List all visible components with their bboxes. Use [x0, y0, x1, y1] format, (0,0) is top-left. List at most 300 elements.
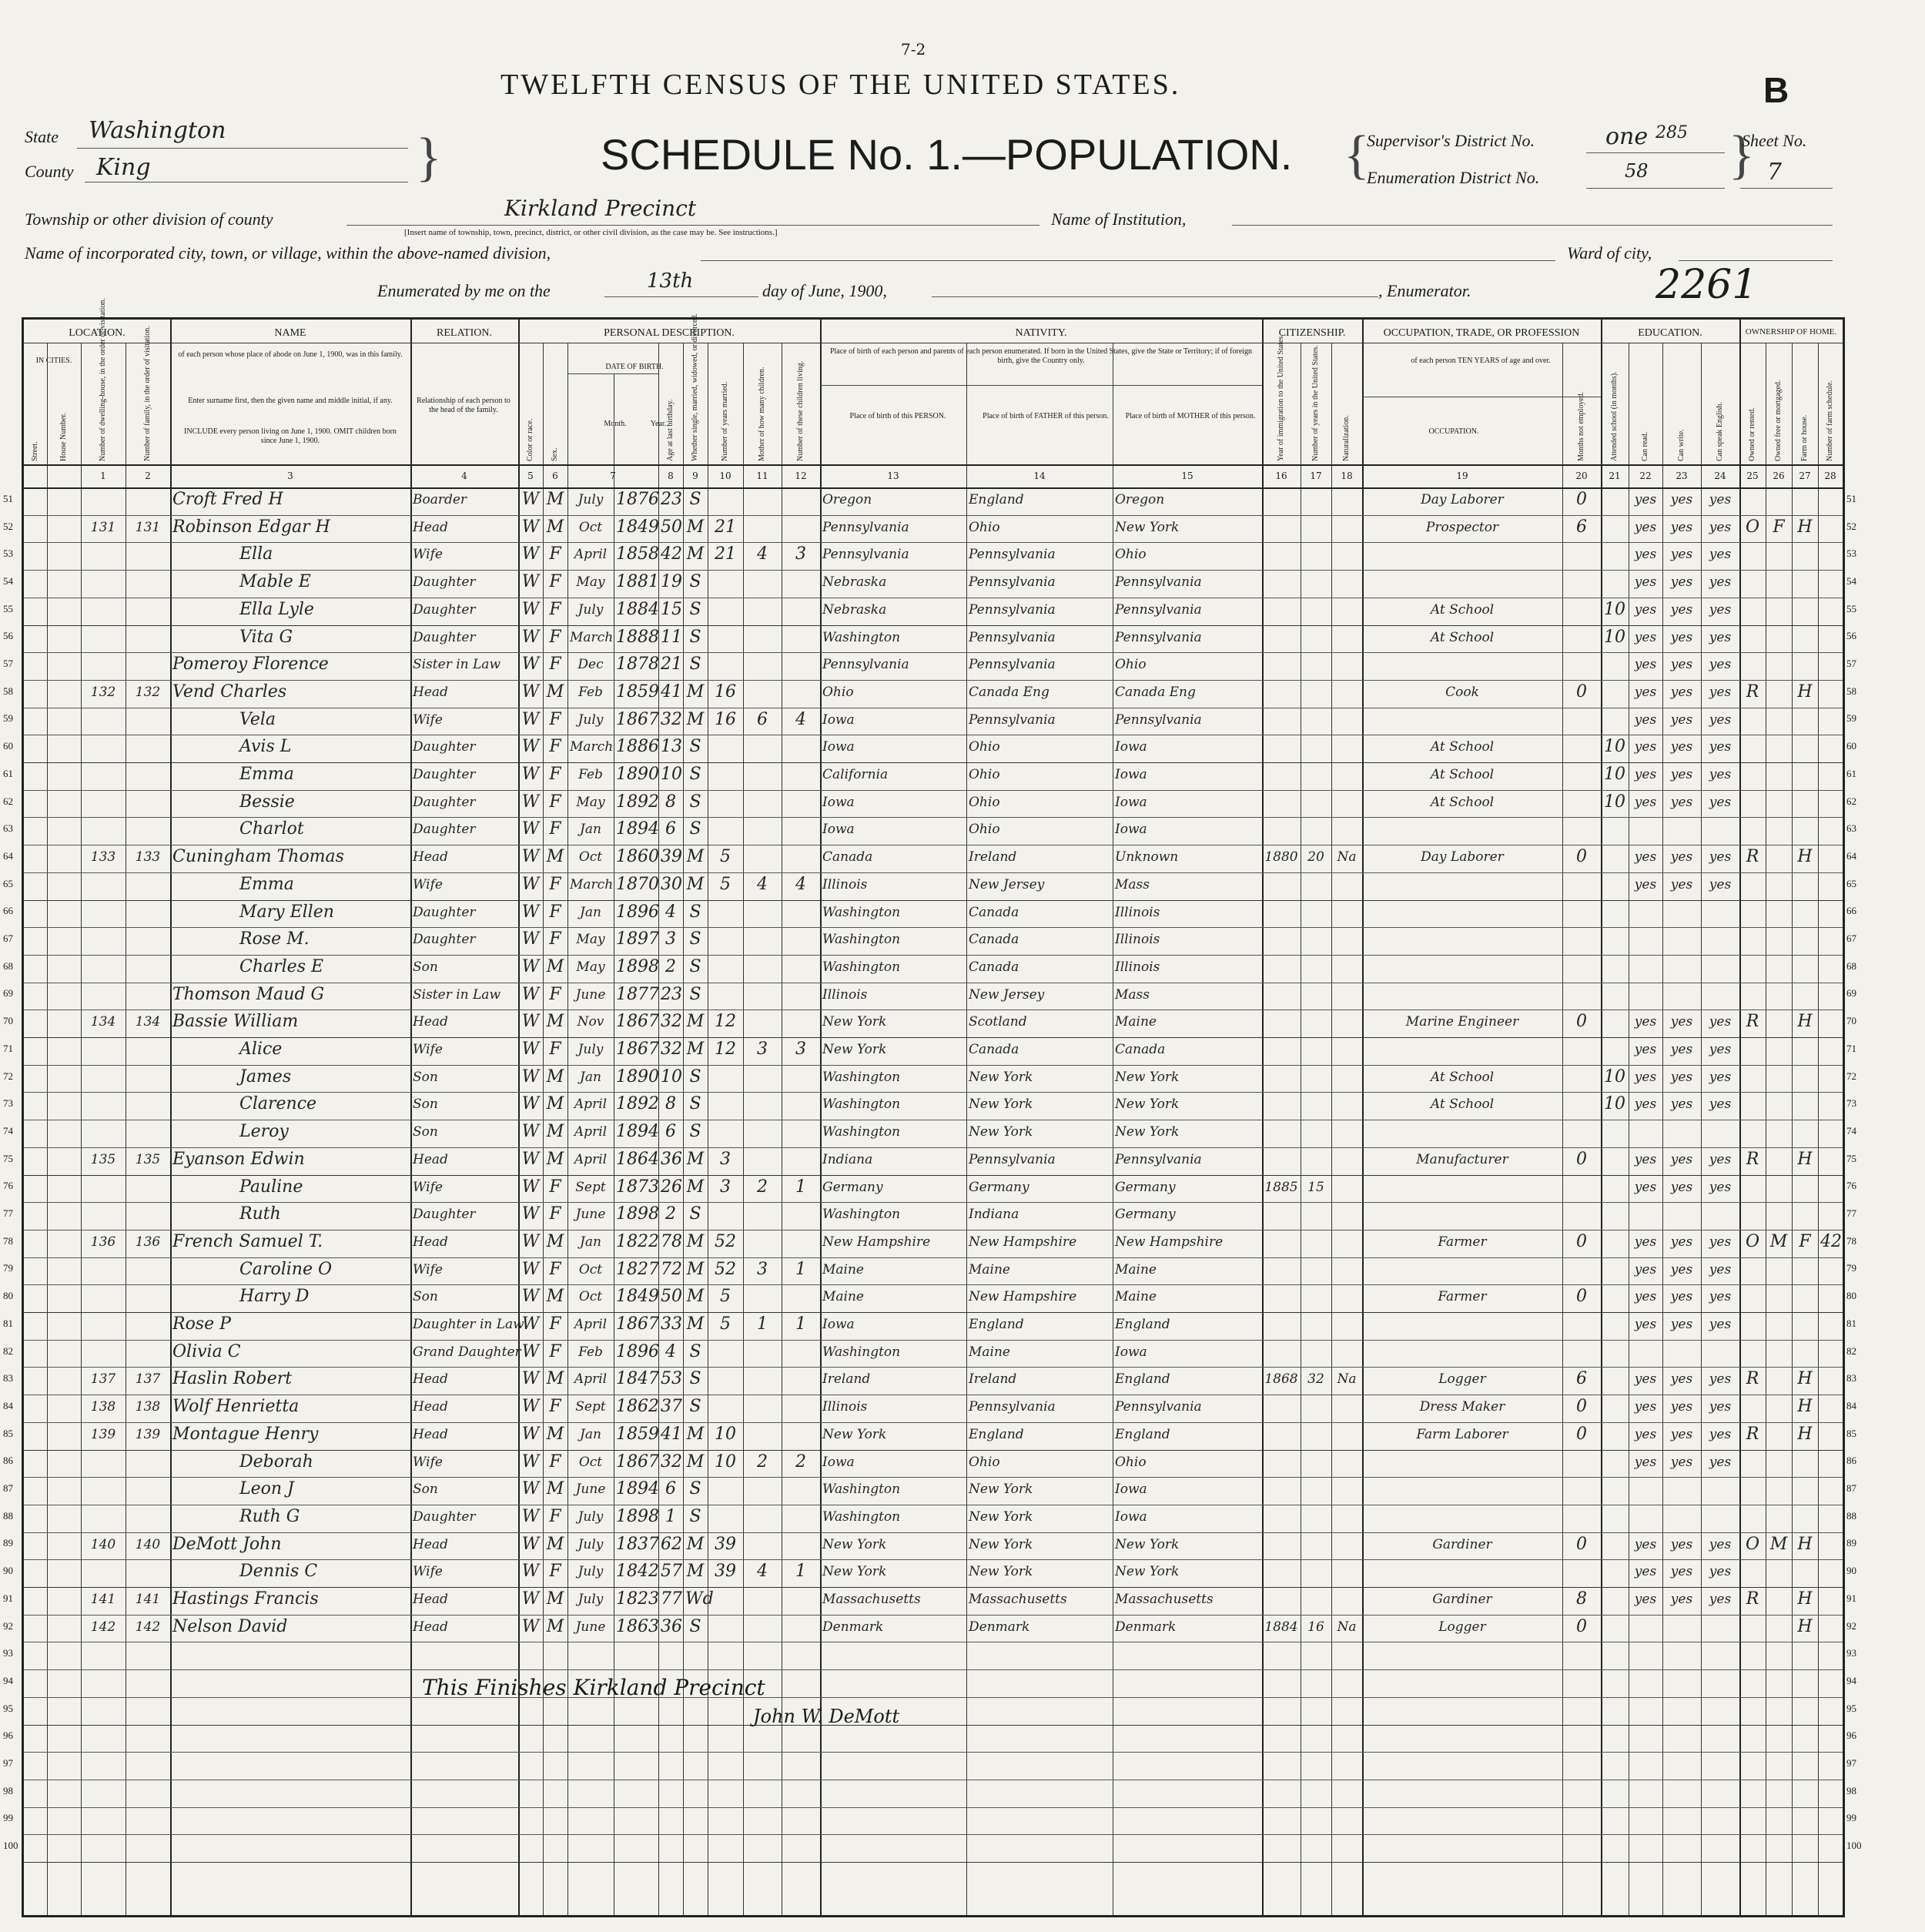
cell-name: Wolf Henrietta [172, 1397, 300, 1417]
cell-bp: Illinois [822, 876, 868, 892]
cell-yr: 1896 [616, 1341, 659, 1361]
cell-name: Charlot [239, 819, 304, 839]
colhead-house: House Number. [59, 413, 68, 461]
cell-occ: Gardiner [1432, 1536, 1492, 1552]
cell-fam: 137 [135, 1371, 161, 1388]
cell-fam: 138 [135, 1399, 161, 1415]
cell-mon: Jan [580, 1069, 601, 1085]
cell-age: 23 [661, 984, 682, 1004]
cell-bp: Nebraska [822, 601, 887, 618]
cell-sex: M [546, 1012, 564, 1032]
cell-ym: 16 [715, 681, 736, 701]
cell-en: yes [1709, 1069, 1732, 1085]
row-number: 58 [1846, 685, 1856, 697]
row-number: 73 [1846, 1097, 1856, 1110]
colhead-read: Can read. [1641, 431, 1649, 461]
subhead-year: Year. [650, 420, 667, 428]
cell-occ: At School [1430, 1097, 1495, 1113]
cell-name: Ruth [239, 1204, 281, 1224]
cell-yr: 1894 [616, 1122, 659, 1142]
colhead-farm: Farm or house. [1800, 414, 1809, 461]
cell-own: O [1745, 1231, 1760, 1251]
colhead-months: Months not employed. [1577, 391, 1585, 461]
cell-name: Cuningham Thomas [172, 847, 344, 867]
column-number: 27 [1799, 470, 1811, 481]
cell-dw: 141 [90, 1592, 116, 1607]
cell-ym: 12 [715, 1012, 736, 1032]
row-number: 80 [1846, 1290, 1856, 1302]
cell-mon: Jan [580, 1234, 601, 1250]
cell-bm: Pennsylvania [1115, 601, 1202, 618]
cell-bp: Ohio [822, 684, 854, 700]
cell-sex: M [546, 1287, 564, 1307]
cell-name: Leon J [239, 1479, 294, 1499]
cell-sex: F [549, 765, 561, 784]
margin-number: 2261 [1656, 262, 1758, 308]
table-row [24, 927, 1843, 955]
cell-mon: April [574, 547, 608, 563]
cell-yr: 1892 [616, 1094, 659, 1114]
cell-rel: Son [413, 1097, 438, 1113]
cell-wr: yes [1670, 629, 1693, 645]
cell-en: yes [1709, 1179, 1732, 1195]
row-number: 79 [3, 1262, 13, 1274]
row-number: 51 [3, 492, 13, 504]
column-number: 24 [1714, 470, 1726, 481]
cell-bf: New Hampshire [969, 1234, 1077, 1250]
cell-mon: May [576, 574, 605, 591]
cell-col: W [521, 1397, 540, 1417]
cell-imm: 1884 [1264, 1619, 1298, 1635]
cell-en: yes [1709, 657, 1732, 673]
cell-name: Pomeroy Florence [172, 655, 329, 675]
cell-farm: H [1797, 1589, 1813, 1609]
cell-mar: S [689, 956, 701, 976]
cell-mar: S [689, 1506, 701, 1526]
cell-mar: M [686, 1259, 705, 1279]
cell-ym: 39 [715, 1534, 736, 1554]
cell-rd: yes [1634, 767, 1657, 782]
cell-mon: Sept [575, 1179, 606, 1195]
cell-occ: At School [1430, 794, 1495, 810]
cell-sex: F [549, 1562, 561, 1582]
cell-yr: 1859 [616, 681, 659, 701]
table-row [24, 542, 1843, 570]
cell-bp: Denmark [822, 1619, 884, 1635]
cell-bm: Iowa [1115, 1508, 1147, 1525]
cell-rd: yes [1634, 1289, 1657, 1305]
cell-mon: Feb [578, 767, 603, 782]
cell-col: W [521, 1452, 540, 1472]
column-number: 19 [1456, 470, 1468, 481]
subhead-relation: Relationship of each person to the head of the family. [417, 397, 511, 414]
cell-bp: Indiana [822, 1151, 873, 1167]
cell-ym: 10 [715, 1452, 736, 1472]
column-number: 6 [552, 470, 558, 481]
cell-rd: yes [1634, 739, 1657, 755]
cell-yr: 1859 [616, 1424, 659, 1444]
cell-en: yes [1709, 1317, 1732, 1332]
cell-name: DeMott John [172, 1534, 282, 1554]
cell-bp: Pennsylvania [822, 657, 909, 673]
cell-sex: F [549, 544, 561, 564]
cell-sex: F [549, 1204, 561, 1224]
closing-note: This Finishes Kirkland Precinct [422, 1675, 765, 1700]
cell-farm: H [1797, 517, 1813, 537]
cell-yr: 1870 [616, 874, 659, 894]
cell-name: Robinson Edgar H [172, 517, 330, 537]
column-number: 28 [1824, 470, 1836, 481]
cell-ym: 3 [720, 1149, 731, 1169]
cell-fam: 140 [135, 1536, 161, 1552]
cell-col: W [521, 929, 540, 949]
subhead-name-incl: INCLUDE every person living on June 1, 1900. OMIT children born since June 1, 1900. [184, 427, 397, 445]
cell-bf: England [969, 492, 1024, 507]
cell-age: 50 [661, 517, 682, 537]
cell-fam: 131 [135, 519, 161, 535]
cell-mar: M [686, 544, 705, 564]
cell-bp: Germany [822, 1179, 883, 1195]
column-number: 11 [756, 470, 768, 481]
cell-col: W [521, 1562, 540, 1582]
cell-name: Montague Henry [172, 1424, 319, 1444]
cell-mon: July [578, 601, 604, 618]
cell-rel: Son [413, 1482, 438, 1498]
cell-col: W [521, 1616, 540, 1636]
cell-mar: S [689, 1479, 701, 1499]
population-table [22, 298, 1845, 1917]
cell-bf: Ohio [969, 794, 1000, 810]
cell-age: 32 [661, 709, 682, 729]
cell-occ: At School [1430, 601, 1495, 618]
cell-col: W [521, 599, 540, 619]
cell-en: yes [1709, 1592, 1732, 1607]
table-row [24, 570, 1843, 598]
cell-wr: yes [1670, 547, 1693, 563]
table-row [24, 1065, 1843, 1093]
cell-rel: Daughter [413, 574, 476, 591]
cell-age: 36 [661, 1616, 682, 1636]
cell-dw: 137 [90, 1371, 116, 1388]
table-row [24, 1587, 1843, 1615]
cell-lv: 1 [795, 1314, 806, 1334]
cell-rd: yes [1634, 1261, 1657, 1277]
cell-rel: Head [413, 1399, 448, 1415]
cell-mar: S [689, 572, 701, 592]
cell-wr: yes [1670, 1014, 1693, 1030]
cell-name: Eyanson Edwin [172, 1149, 305, 1169]
enumerated-prefix: Enumerated by me on the [377, 281, 551, 300]
row-number: 86 [3, 1455, 13, 1467]
cell-col: W [521, 737, 540, 757]
cell-mort: M [1769, 1534, 1788, 1554]
cell-rd: yes [1634, 657, 1657, 673]
cell-yr: 1890 [616, 1066, 659, 1087]
cell-age: 2 [665, 956, 676, 976]
cell-occ: Day Laborer [1421, 849, 1504, 866]
cell-rd: yes [1634, 1536, 1657, 1552]
cell-rd: yes [1634, 547, 1657, 563]
table-row [24, 845, 1843, 872]
cell-nat: Na [1337, 1371, 1357, 1388]
cell-col: W [521, 984, 540, 1004]
cell-mar: S [689, 1204, 701, 1224]
cell-sex: F [549, 1177, 561, 1197]
cell-name: Olivia C [172, 1341, 241, 1361]
cell-rel: Head [413, 1426, 448, 1442]
cell-wr: yes [1670, 1097, 1693, 1113]
cell-age: 39 [661, 847, 682, 867]
column-number: 21 [1609, 470, 1621, 481]
cell-yr: 1890 [616, 765, 659, 784]
row-number: 64 [1846, 849, 1856, 862]
cell-yr: 1863 [616, 1616, 659, 1636]
cell-mne: 0 [1576, 847, 1587, 867]
cell-bp: Illinois [822, 986, 868, 1003]
cell-name: Ella [239, 544, 273, 564]
cell-age: 1 [665, 1506, 676, 1526]
cell-yr: 1867 [616, 1452, 659, 1472]
cell-bm: Ohio [1115, 1454, 1147, 1470]
cell-rel: Wife [413, 1564, 443, 1580]
cell-rd: yes [1634, 684, 1657, 700]
cell-lv: 3 [795, 544, 806, 564]
cell-rel: Daughter [413, 601, 476, 618]
row-number: 62 [1846, 795, 1856, 807]
cell-wr: yes [1670, 657, 1693, 673]
row-number: 73 [3, 1097, 13, 1110]
colhead-immigration: Year of immigration to the United States. [1277, 334, 1285, 461]
cell-wr: yes [1670, 739, 1693, 755]
cell-farm: H [1797, 681, 1813, 701]
cell-sex: F [549, 1314, 561, 1334]
cell-col: W [521, 847, 540, 867]
cell-occ: Cook [1445, 684, 1479, 700]
subhead-name-desc: of each person whose place of abode on June 1, 1900, was in this family. [178, 350, 403, 359]
cell-rel: Daughter [413, 739, 476, 755]
cell-age: 6 [665, 819, 676, 839]
cell-yus: 15 [1307, 1179, 1324, 1195]
cell-rd: yes [1634, 1014, 1657, 1030]
cell-fam: 141 [135, 1592, 161, 1607]
subhead-birth-father: Place of birth of FATHER of this person. [983, 412, 1109, 420]
cell-bf: New York [969, 1097, 1033, 1113]
row-number: 58 [3, 685, 13, 697]
cell-fam: 132 [135, 684, 161, 700]
cell-mon: Jan [580, 904, 601, 920]
cell-fam: 134 [135, 1014, 161, 1030]
table-row [24, 1120, 1843, 1147]
cell-sex: M [546, 681, 564, 701]
cell-bp: Iowa [822, 1454, 855, 1470]
cell-bm: Iowa [1115, 739, 1147, 755]
cell-bp: Pennsylvania [822, 519, 909, 535]
subhead-birth-person: Place of birth of this PERSON. [849, 412, 946, 420]
cell-rd: yes [1634, 519, 1657, 535]
cell-mon: Oct [578, 1454, 603, 1470]
cell-col: W [521, 572, 540, 592]
cell-sex: F [549, 627, 561, 647]
cell-bm: Pennsylvania [1115, 712, 1202, 728]
cell-bm: New York [1115, 1069, 1180, 1085]
cell-bp: Oregon [822, 492, 872, 507]
cell-sex: F [549, 709, 561, 729]
row-number: 56 [1846, 630, 1856, 642]
cell-bf: Pennsylvania [969, 547, 1056, 563]
cell-yr: 1849 [616, 1287, 659, 1307]
row-number: 95 [3, 1702, 13, 1714]
cell-col: W [521, 709, 540, 729]
cell-wr: yes [1670, 1399, 1693, 1415]
cell-bp: New York [822, 1564, 887, 1580]
cell-en: yes [1709, 1042, 1732, 1057]
cell-bm: England [1115, 1426, 1170, 1442]
cell-mon: Sept [575, 1399, 606, 1415]
cell-rel: Head [413, 1151, 448, 1167]
cell-occ: Day Laborer [1421, 492, 1504, 507]
cell-occ: Dress Maker [1419, 1399, 1505, 1415]
cell-col: W [521, 490, 540, 509]
row-number: 88 [3, 1509, 13, 1522]
cell-ch: 3 [757, 1259, 768, 1279]
cell-col: W [521, 1369, 540, 1389]
page-number: 7-2 [901, 40, 926, 59]
subhead-birth-mother: Place of birth of MOTHER of this person. [1125, 412, 1256, 420]
cell-bf: Canada [969, 904, 1019, 920]
cell-rd: yes [1634, 849, 1657, 866]
cell-lv: 1 [795, 1562, 806, 1582]
cell-age: 26 [661, 1177, 682, 1197]
cell-mon: April [574, 1151, 608, 1167]
cell-col: W [521, 1424, 540, 1444]
cell-own: R [1746, 1369, 1759, 1389]
cell-wr: yes [1670, 574, 1693, 591]
cell-bp: Canada [822, 849, 873, 866]
cell-nat: Na [1337, 849, 1357, 866]
group-ownership: OWNERSHIP OF HOME. [1745, 327, 1837, 337]
cell-yr: 1873 [616, 1177, 659, 1197]
cell-bf: New Hampshire [969, 1289, 1077, 1305]
table-row [24, 1312, 1843, 1340]
cell-wr: yes [1670, 1536, 1693, 1552]
cell-age: 8 [665, 792, 676, 812]
cell-ym: 16 [715, 709, 736, 729]
cell-bp: New York [822, 1426, 887, 1442]
cell-name: Croft Fred H [172, 490, 283, 509]
cell-age: 21 [661, 655, 682, 675]
group-occupation: OCCUPATION, TRADE, OR PROFESSION [1383, 327, 1580, 339]
cell-age: 32 [661, 1040, 682, 1059]
cell-mon: July [578, 712, 604, 728]
cell-bm: England [1115, 1317, 1170, 1332]
cell-yr: 1827 [616, 1259, 659, 1279]
row-number: 92 [1846, 1619, 1856, 1632]
cell-occ: At School [1430, 767, 1495, 782]
row-number: 64 [3, 849, 13, 862]
cell-bf: Pennsylvania [969, 657, 1056, 673]
colhead-english: Can speak English. [1716, 402, 1724, 461]
cell-mne: 0 [1576, 1616, 1587, 1636]
row-number: 87 [1846, 1482, 1856, 1495]
table-row [24, 1284, 1843, 1312]
cell-name: Harry D [239, 1287, 310, 1307]
table-row [24, 872, 1843, 900]
enumerator-signature: John W. DeMott [753, 1706, 900, 1727]
cell-bf: Ohio [969, 767, 1000, 782]
cell-bf: New Jersey [969, 876, 1045, 892]
cell-bp: Pennsylvania [822, 547, 909, 563]
cell-mort: M [1769, 1231, 1788, 1251]
cell-bm: Maine [1115, 1261, 1157, 1277]
township-label: Township or other division of county [25, 209, 273, 229]
row-number: 96 [1846, 1729, 1856, 1742]
supervisor-label: Supervisor's District No. [1367, 131, 1535, 150]
cell-bm: New York [1115, 1124, 1180, 1140]
cell-bm: Pennsylvania [1115, 1151, 1202, 1167]
cell-bp: New York [822, 1042, 887, 1057]
cell-bp: Maine [822, 1261, 864, 1277]
cell-age: 41 [661, 1424, 682, 1444]
cell-age: 6 [665, 1479, 676, 1499]
cell-mar: S [689, 765, 701, 784]
cell-bm: New York [1115, 1097, 1180, 1113]
column-number: 13 [887, 470, 899, 481]
cell-name: Hastings Francis [172, 1589, 319, 1609]
table-row [24, 1505, 1843, 1532]
colhead-age: Age at last birthday. [666, 399, 675, 461]
cell-own: R [1746, 1589, 1759, 1609]
cell-mon: Feb [578, 684, 603, 700]
cell-yr: 1881 [616, 572, 659, 592]
row-number: 81 [1846, 1317, 1856, 1329]
supervisor-value: one [1605, 123, 1649, 150]
cell-col: W [521, 1012, 540, 1032]
cell-sex: M [546, 1094, 564, 1114]
cell-mne: 0 [1576, 1012, 1587, 1032]
row-number: 77 [3, 1207, 13, 1220]
cell-lv: 3 [795, 1040, 806, 1059]
cell-mne: 0 [1576, 490, 1587, 509]
cell-wr: yes [1670, 1454, 1693, 1470]
cell-col: W [521, 1094, 540, 1114]
cell-rd: yes [1634, 1454, 1657, 1470]
cell-en: yes [1709, 1097, 1732, 1113]
row-number: 91 [1846, 1592, 1856, 1604]
cell-sex: F [549, 655, 561, 675]
cell-mar: S [689, 1066, 701, 1087]
cell-bm: Germany [1115, 1207, 1176, 1223]
cell-farm: H [1797, 1369, 1813, 1389]
cell-bm: Germany [1115, 1179, 1176, 1195]
cell-bf: Canada [969, 1042, 1019, 1057]
row-number: 87 [3, 1482, 13, 1495]
row-number: 71 [1846, 1042, 1856, 1054]
cell-bp: Washington [822, 629, 901, 645]
table-row [24, 1092, 1843, 1120]
cell-bf: New York [969, 1482, 1033, 1498]
cell-en: yes [1709, 492, 1732, 507]
cell-col: W [521, 1259, 540, 1279]
cell-age: 77 [661, 1589, 682, 1609]
column-number: 10 [719, 470, 732, 481]
cell-rel: Wife [413, 876, 443, 892]
cell-mar: M [686, 1562, 705, 1582]
cell-own: R [1746, 1012, 1759, 1032]
cell-rel: Head [413, 1014, 448, 1030]
cell-bp: Washington [822, 1207, 901, 1223]
colhead-naturalization: Naturalization. [1342, 415, 1351, 461]
row-number: 60 [1846, 740, 1856, 752]
